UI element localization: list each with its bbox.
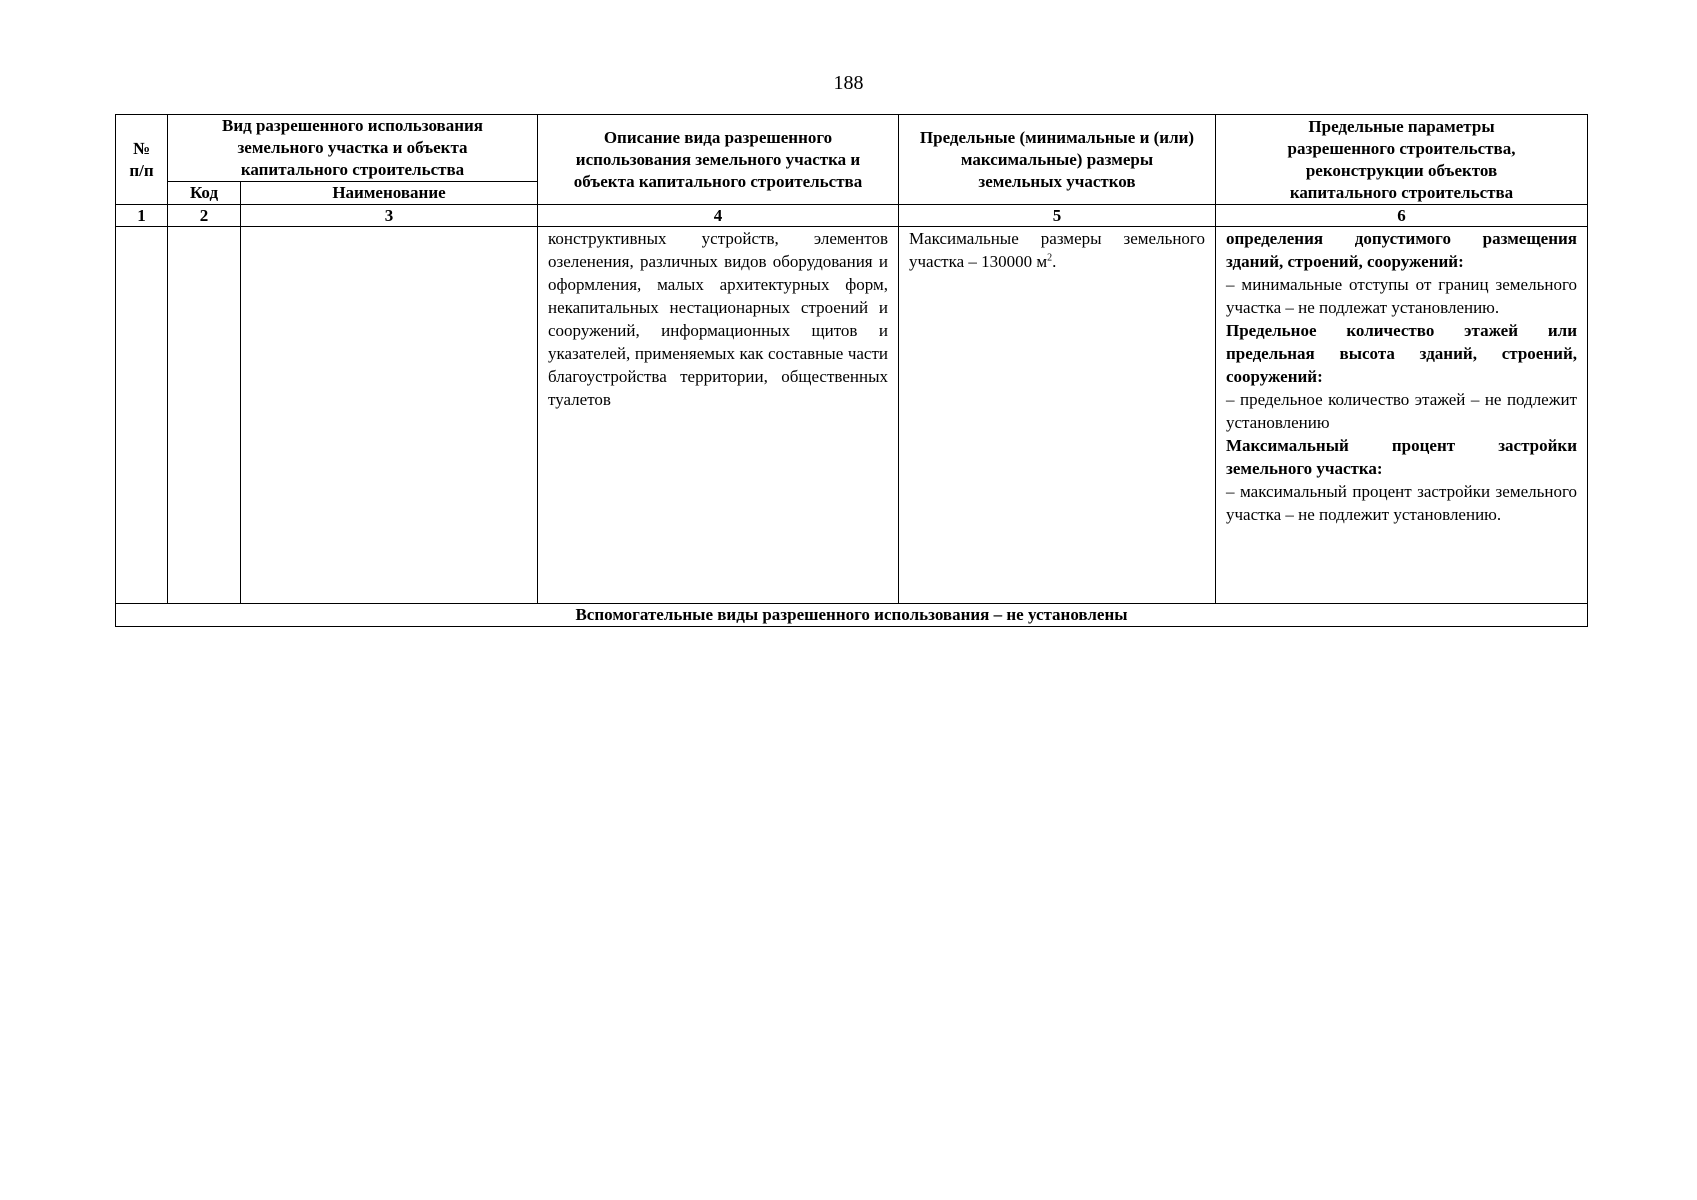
- cell-naimenovanie: [241, 227, 538, 604]
- cell-opisanie: конструктивных устройств, элементов озеленения, различных видов оборудования и оформления, малых архитектурных форм, некапитальных нестационарных строений и сооружений, информационных щитов и указателей, применяемых как составные части благоустройства территории, общественных туалетов: [538, 227, 899, 604]
- column-number: 3: [241, 205, 538, 227]
- land-use-table: [115, 114, 1588, 627]
- footer-text: Вспомогательные виды разрешенного использования – не установлены: [116, 604, 1588, 627]
- header-opisanie: Описание вида разрешенного использования земельного участка и объекта капитального строительства: [538, 115, 899, 205]
- column-numbers-row: [116, 205, 1588, 227]
- column-number: 4: [538, 205, 899, 227]
- column-number: 6: [1216, 205, 1588, 227]
- footer-row: [116, 604, 1588, 627]
- cell-parametry: [1216, 227, 1588, 604]
- razmery-end: .: [1052, 252, 1057, 271]
- razmery-text: Максимальные размеры земельного участка – 130000 м: [909, 229, 1205, 271]
- parametry-item: – предельное количество этажей – не подлежит установлению: [1226, 390, 1577, 432]
- parametry-heading: Предельное количество этажей или предельная высота зданий, строений, сооружений:: [1226, 321, 1577, 386]
- header-num: № п/п: [116, 115, 168, 205]
- cell-kod: [168, 227, 241, 604]
- page-number: 188: [833, 72, 864, 94]
- header-naimenovanie: Наименование: [241, 182, 538, 205]
- razmery-superscript: 2: [1047, 252, 1053, 264]
- column-number: 1: [116, 205, 168, 227]
- parametry-item: – максимальный процент застройки земельного участка – не подлежит установлению.: [1226, 482, 1577, 524]
- parametry-heading: определения допустимого размещения зданий, строений, сооружений:: [1226, 229, 1577, 271]
- column-number: 2: [168, 205, 241, 227]
- parametry-heading: Максимальный процент застройки земельного участка:: [1226, 436, 1577, 478]
- header-vid-group: Вид разрешенного использования земельного участка и объекта капитального строительства: [168, 115, 538, 182]
- table-row: [116, 227, 1588, 604]
- cell-razmery: [899, 227, 1216, 604]
- cell-num: [116, 227, 168, 604]
- header-razmery: Предельные (минимальные и (или) максимальные) размеры земельных участков: [899, 115, 1216, 205]
- header-parametry: Предельные параметры разрешенного строительства, реконструкции объектов капитального строительства: [1216, 115, 1588, 205]
- column-number: 5: [899, 205, 1216, 227]
- header-kod: Код: [168, 182, 241, 205]
- parametry-item: – минимальные отступы от границ земельного участка – не подлежат установлению.: [1226, 275, 1577, 317]
